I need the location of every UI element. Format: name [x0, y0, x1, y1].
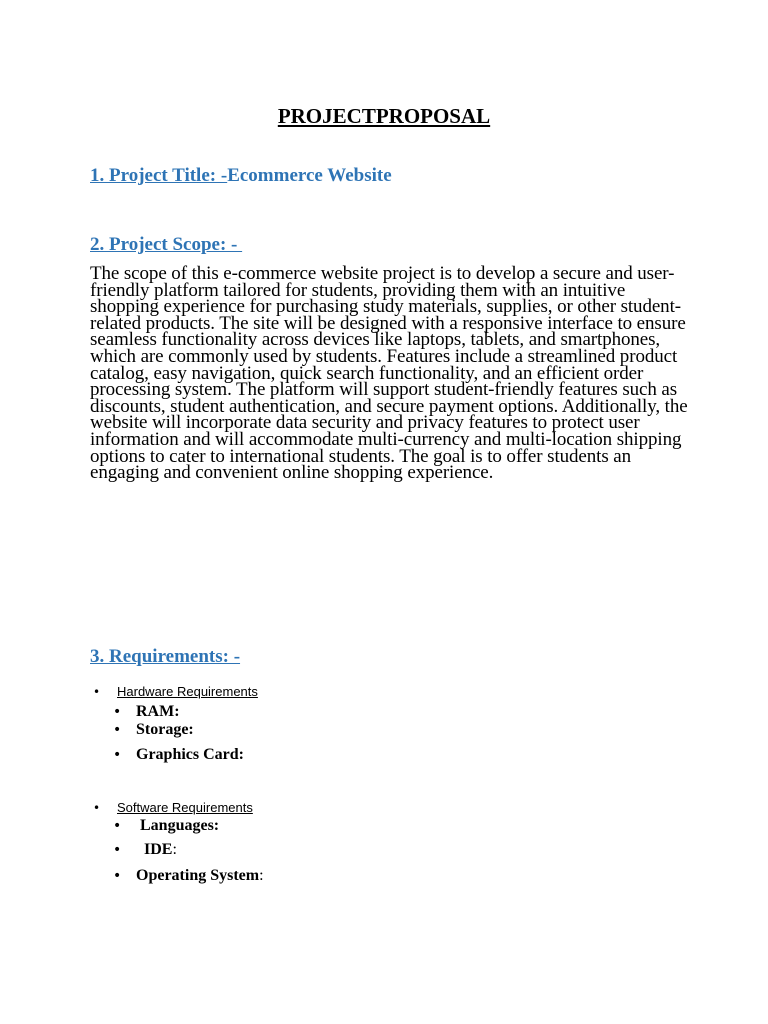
project-title-value: Ecommerce Website: [227, 165, 392, 186]
bullet-icon: •: [113, 868, 122, 884]
colon-text: :: [172, 841, 177, 858]
hardware-requirements-label: Hardware Requirements: [117, 684, 258, 699]
bullet-icon: •: [113, 722, 122, 738]
project-scope-heading: [90, 233, 242, 257]
software-requirements-label: Software Requirements: [117, 800, 253, 815]
bullet-icon: •: [113, 704, 122, 720]
software-os-label: Operating System: [136, 867, 260, 884]
hardware-storage-label: Storage:: [136, 721, 194, 738]
bullet-icon: •: [93, 685, 101, 699]
hardware-graphics-label: Graphics Card:: [136, 746, 244, 763]
colon-text: :: [259, 867, 264, 884]
software-languages-label: Languages:: [140, 817, 220, 834]
requirements-heading: [90, 645, 240, 669]
bullet-icon: •: [113, 747, 122, 763]
document-title: PROJECTPROPOSAL: [277, 104, 491, 128]
project-title-label: 1. Project Title: -: [90, 165, 228, 186]
project-scope-body: The scope of this e-commerce website project is to develop a secure and user-friendly platform tailored for students, providing them with an intuitive shopping experience for purchasing study materials, supplies, or other student-related products. The site will be designed with a responsive interface to ensure seamless functionality across devices like laptops, tablets, and smartphones, which are commonly used by students. Features include a streamlined product catalog, easy navigation, quick search functionality, and an efficient order processing system. The platform will support student-friendly features such as discounts, student authentication, and secure payment options. Additionally, the website will incorporate data security and privacy features to protect user information and will accommodate multi-currency and multi-location shipping options to cater to international students. The goal is to offer students an engaging and convenient online shopping experience.: [90, 263, 688, 484]
software-os-item: [113, 866, 264, 946]
project-title-heading: [90, 164, 392, 188]
bullet-icon: •: [113, 842, 122, 858]
project-scope-label: 2. Project Scope: -: [90, 234, 243, 255]
hardware-ram-label: RAM:: [136, 703, 180, 720]
software-ide-label: IDE: [144, 841, 173, 858]
bullet-icon: •: [93, 801, 101, 815]
bullet-icon: •: [113, 818, 122, 834]
requirements-label: 3. Requirements: -: [90, 646, 241, 667]
